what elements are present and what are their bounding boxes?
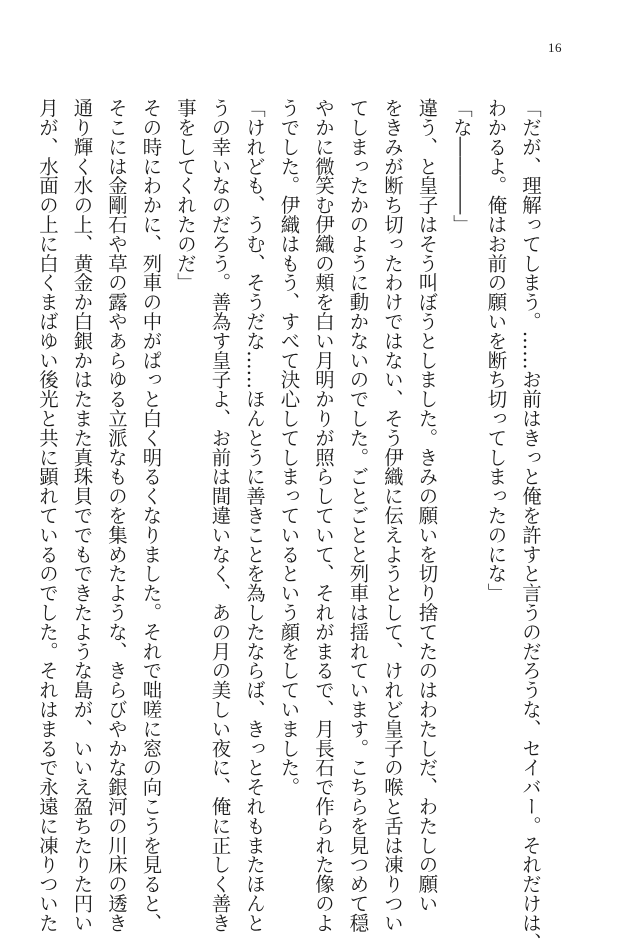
text-line: わかるよ。俺はお前の願いを断ち切ってしまったのにな」 <box>484 98 508 603</box>
text-line: 「な――――」 <box>450 98 473 234</box>
text-line: そこには金剛石や草の露やあらゆる立派なものを集めたような、きらびやかな銀河の川床の透き <box>105 98 128 933</box>
text-line: その時にわかに、列車の中がぱっと白く明るくなりました。それで咄嗟に窓の向こうを見ると、 <box>139 98 163 933</box>
text-line: をきみが断ち切ったわけではない、そう伊織に伝えようとして、けれど皇子の喉と舌は凍りつい <box>381 98 404 933</box>
text-line: 月が、水面の上に白くまばゆい後光と共に顕れているのでした。それはまるで永遠に凍りついた <box>36 98 59 933</box>
text-line: うでした。伊織はもう、すべて決心してしまっているという顔をしていました。 <box>277 98 301 797</box>
text-line: 「だが、理解ってしまう。……お前はきっと俺を許すと言うのだろうな、セイバー。それだけは、 <box>519 98 542 952</box>
text-line: やかに微笑む伊織の頬を白い月明かりが照らしていて、それがまるで、月長石で作られた像のよ <box>312 98 335 933</box>
text-line: 通り輝く水の上、黄金か白銀かはたまた真珠貝ででもできたような島が、いいえ盈ちたりた円い <box>70 98 94 933</box>
text-line: 「けれども、うむ、そうだな……ほんとうに善きことを為したならば、きっとそれもまたほんと <box>243 98 266 933</box>
novel-body-text <box>30 98 548 952</box>
text-line: うの幸いなのだろう。善為す皇子よ、お前は間違いなく、あの月の美しい夜に、俺に正しく善き <box>208 98 232 933</box>
text-line: てしまったかのように動かないのでした。ごとごとと列車は揺れています。こちらを見つめて穏 <box>346 98 370 933</box>
text-line: 事をしてくれたのだ」 <box>174 98 197 292</box>
page-number: 16 <box>548 40 562 55</box>
text-line: 違う、と皇子はそう叫ぼうとしました。きみの願いを切り捨てたのはわたしだ、わたしの願い <box>415 98 439 913</box>
